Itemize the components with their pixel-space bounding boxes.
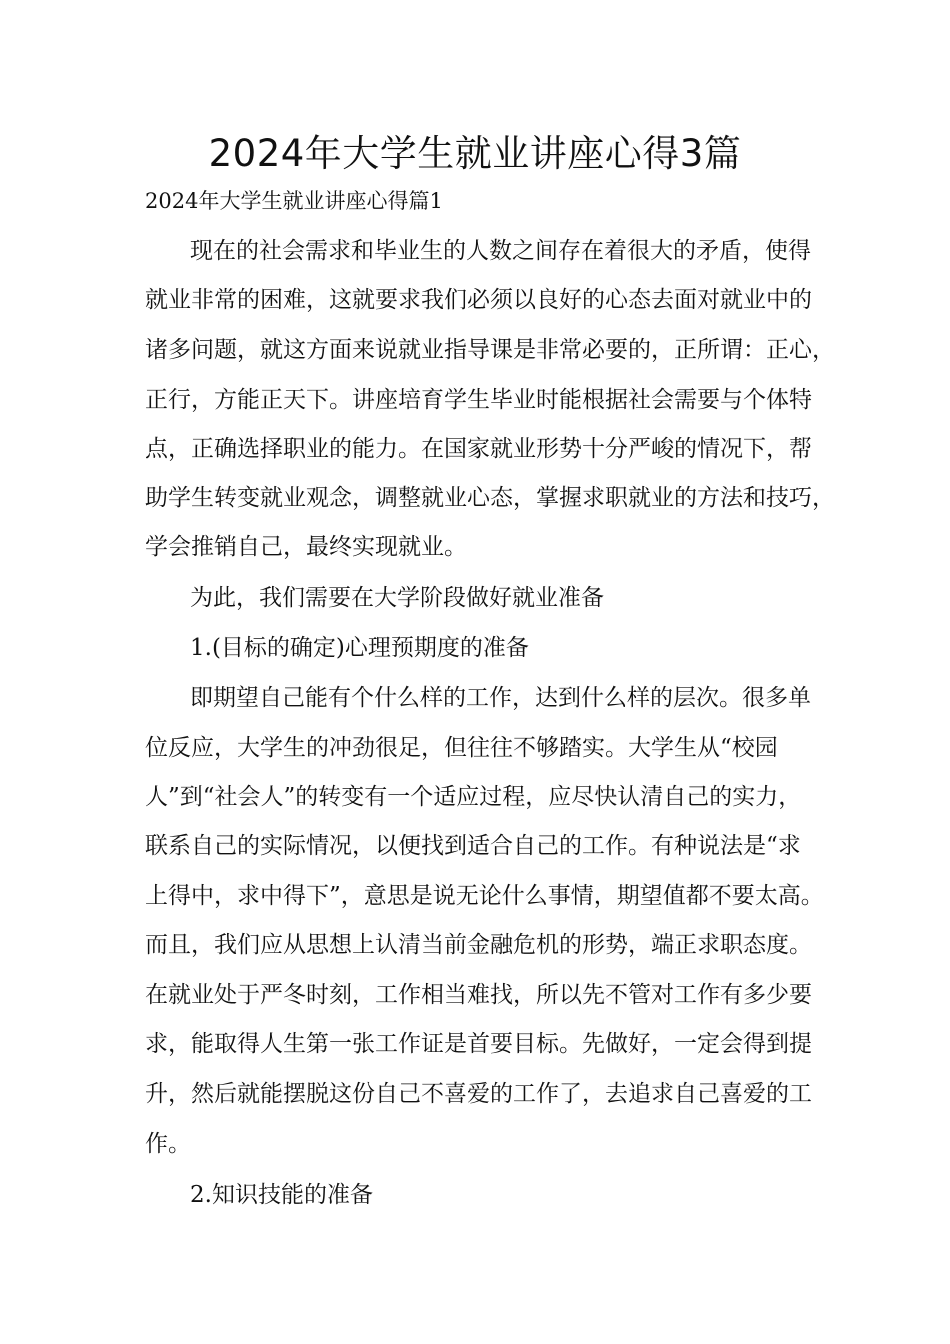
list-item-heading: 1.(目标的确定)心理预期度的准备 <box>190 635 529 661</box>
paragraph-line: 现在的社会需求和毕业生的人数之间存在着很大的矛盾，使得 <box>190 238 811 264</box>
document-title: 2024年大学生就业讲座心得3篇 <box>208 132 742 175</box>
paragraph-line: 作。 <box>145 1131 191 1157</box>
paragraph-line: 位反应，大学生的冲劲很足，但往往不够踏实。大学生从“校园 <box>145 735 778 761</box>
paragraph-line: 联系自己的实际情况，以便找到适合自己的工作。有种说法是“求 <box>145 833 801 859</box>
paragraph-line: 而且，我们应从思想上认清当前金融危机的形势，端正求职态度。 <box>145 932 812 958</box>
paragraph-line: 就业非常的困难，这就要求我们必须以良好的心态去面对就业中的 <box>145 287 812 313</box>
list-item-heading: 2.知识技能的准备 <box>190 1182 373 1208</box>
paragraph-line: 学会推销自己，最终实现就业。 <box>145 534 467 560</box>
paragraph-line: 点，正确选择职业的能力。在国家就业形势十分严峻的情况下，帮 <box>145 436 812 462</box>
paragraph-line: 上得中，求中得下”，意思是说无论什么事情，期望值都不要太高。 <box>145 883 824 909</box>
paragraph-line: 即期望自己能有个什么样的工作，达到什么样的层次。很多单 <box>190 685 811 711</box>
paragraph-line: 升，然后就能摆脱这份自己不喜爱的工作了，去追求自己喜爱的工 <box>145 1081 812 1107</box>
paragraph-line: 正行，方能正天下。讲座培育学生毕业时能根据社会需要与个体特 <box>145 387 812 413</box>
paragraph-line: 求，能取得人生第一张工作证是首要目标。先做好，一定会得到提 <box>145 1031 812 1057</box>
paragraph-line: 助学生转变就业观念，调整就业心态，掌握求职就业的方法和技巧， <box>145 485 835 511</box>
paragraph-line: 人”到“社会人”的转变有一个适应过程，应尽快认清自己的实力， <box>145 784 802 810</box>
paragraph-line: 为此，我们需要在大学阶段做好就业准备 <box>190 585 604 611</box>
section-heading: 2024年大学生就业讲座心得篇1 <box>145 189 443 213</box>
paragraph-line: 诸多问题，就这方面来说就业指导课是非常必要的，正所谓：正心， <box>145 337 835 363</box>
paragraph-line: 在就业处于严冬时刻，工作相当难找，所以先不管对工作有多少要 <box>145 982 812 1008</box>
